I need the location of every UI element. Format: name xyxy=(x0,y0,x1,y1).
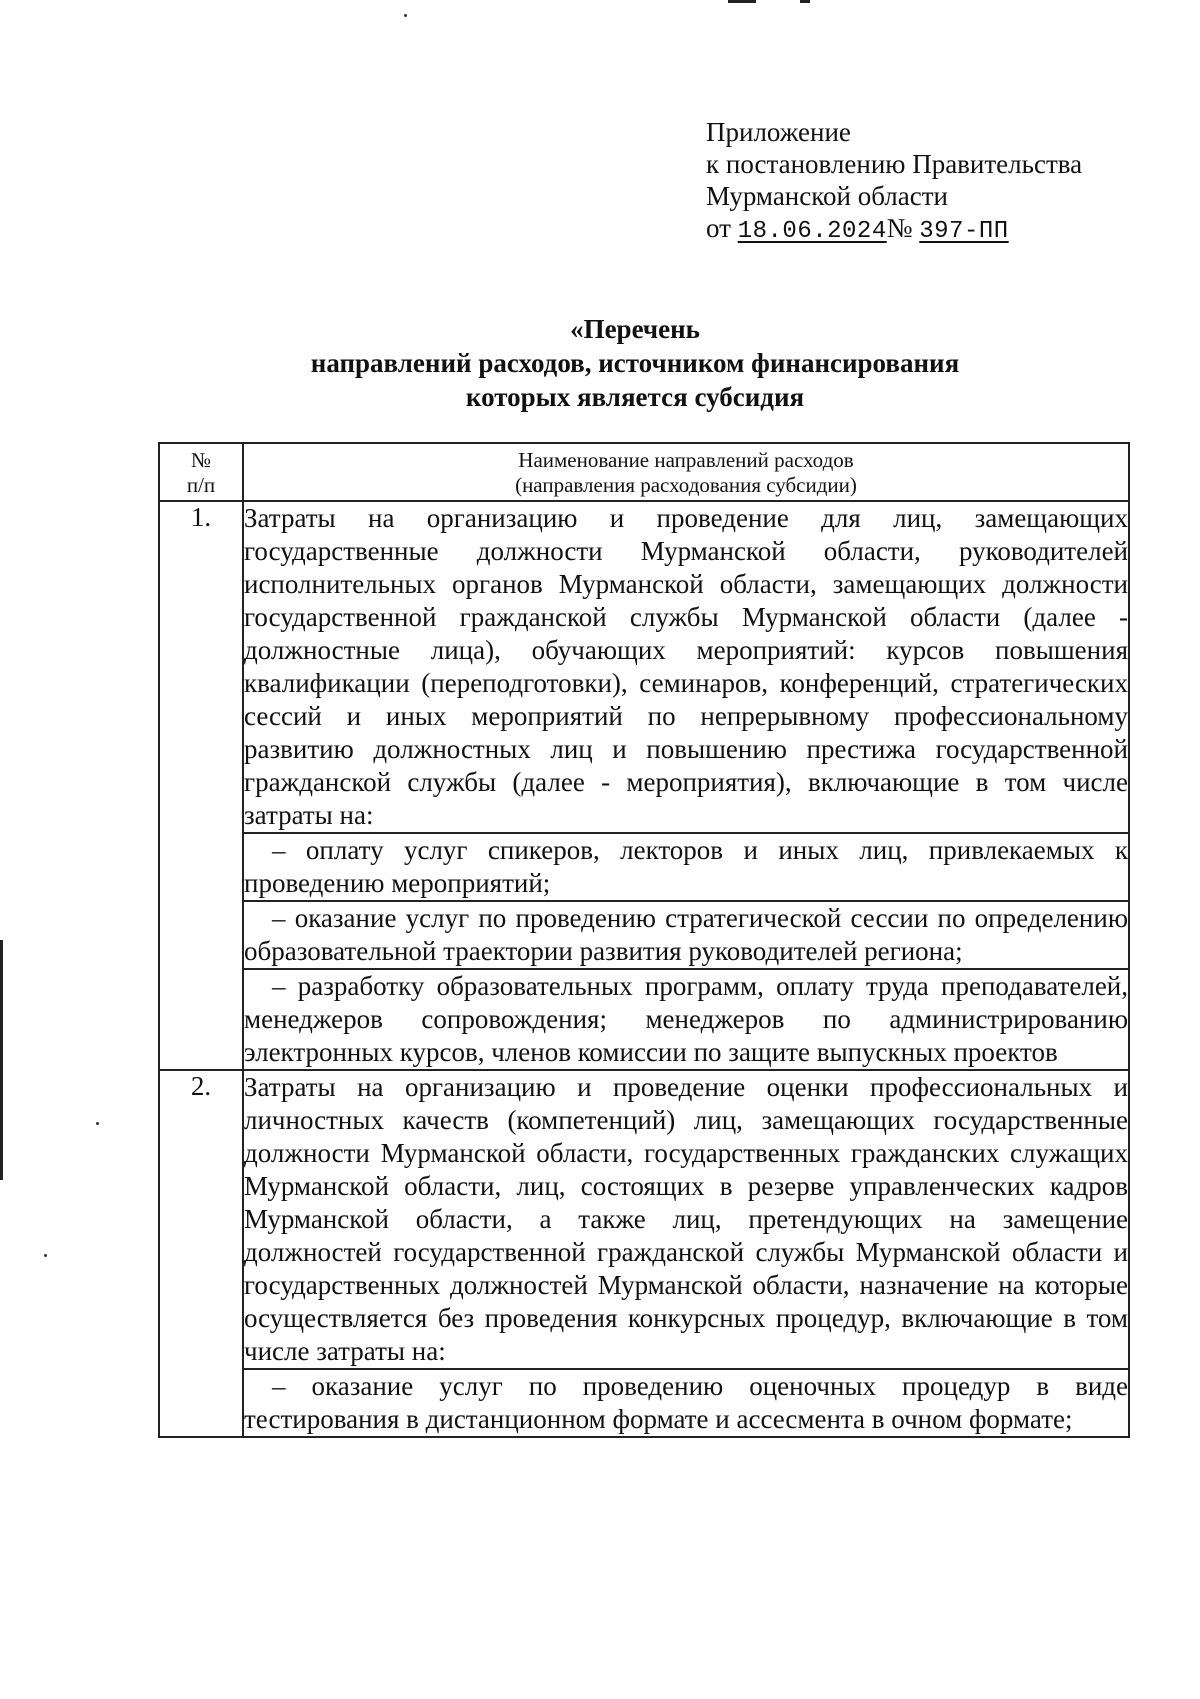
header-num-line: № xyxy=(190,448,212,472)
scan-edge xyxy=(0,940,3,1180)
header-name-line: Наименование направлений расходов xyxy=(518,448,854,472)
appendix-line: Мурманской области xyxy=(706,181,948,211)
table-row xyxy=(159,1070,1129,1369)
scan-mark xyxy=(728,0,756,3)
header-num xyxy=(159,443,243,501)
header-name xyxy=(243,443,1129,501)
appendix-date-line xyxy=(706,212,1082,248)
scan-speck xyxy=(96,1122,99,1125)
appendix-block xyxy=(706,116,1082,248)
table-header-row xyxy=(159,443,1129,501)
document-number: 397-ПП xyxy=(919,218,1009,245)
row-subitem: – оказание услуг по проведению оценочных процедур в виде тестирования в дистанционном формате и ассесмента в очном формате; xyxy=(243,1369,1129,1437)
appendix-line: к постановлению Правительства xyxy=(706,149,1083,179)
expense-table xyxy=(158,442,1130,1438)
row-number: 2. xyxy=(159,1070,243,1437)
row-text: Затраты на организацию и проведение для лиц, замещающих государственные должности Мурманской области, руководителей исполнительных органов Мурманской области, замещающих должности государственной гражданской службы Мурманской области (далее - должностные лица), обучающих мероприятий: курсов повышения квалификации (переподготовки), семинаров, конференций, стратегических сессий и иных мероприятий по непрерывному профессиональному развитию должностных лиц и повышению престижа государственной гражданской службы (далее - мероприятия), включающие в том числе затраты на: xyxy=(243,501,1129,833)
table-row xyxy=(159,501,1129,833)
title-line: «Перечень xyxy=(570,314,700,344)
table-subrow xyxy=(159,901,1129,969)
row-number: 1. xyxy=(159,501,243,1070)
document-date: 18.06.2024 xyxy=(737,218,887,245)
title-line: которых является субсидия xyxy=(465,382,805,412)
table-subrow xyxy=(159,1369,1129,1437)
scan-speck xyxy=(44,1254,47,1257)
appendix-line: Приложение xyxy=(706,117,851,147)
row-text: Затраты на организацию и проведение оценки профессиональных и личностных качеств (компетенций) лиц, замещающих государственные должности Мурманской области, государственных гражданских служащих Мурманской области, лиц, состоящих в резерве управленческих кадров Мурманской области, а также лиц, претендующих на замещение должностей государственной гражданской службы Мурманской области и государственных должностей Мурманской области, назначение на которые осуществляется без проведения конкурсных процедур, включающие в том числе затраты на: xyxy=(243,1070,1129,1369)
date-prefix: от xyxy=(706,213,731,243)
header-name-line: (направления расходования субсидии) xyxy=(515,473,857,497)
table-subrow xyxy=(159,969,1129,1070)
scan-mark xyxy=(800,0,810,3)
table-subrow xyxy=(159,833,1129,901)
document-title xyxy=(160,312,1110,414)
scan-speck xyxy=(404,14,407,17)
row-subitem: – разработку образовательных программ, оплату труда преподавателей, менеджеров сопровождения; менеджеров по администрированию электронных курсов, членов комиссии по защите выпускных проектов xyxy=(243,969,1129,1070)
header-num-line: п/п xyxy=(186,473,216,497)
number-sign: № xyxy=(886,213,913,243)
title-line: направлений расходов, источником финансирования xyxy=(310,348,960,378)
row-subitem: – оказание услуг по проведению стратегической сессии по определению образовательной траектории развития руководителей региона; xyxy=(243,901,1129,969)
row-subitem: – оплату услуг спикеров, лекторов и иных лиц, привлекаемых к проведению мероприятий; xyxy=(243,833,1129,901)
